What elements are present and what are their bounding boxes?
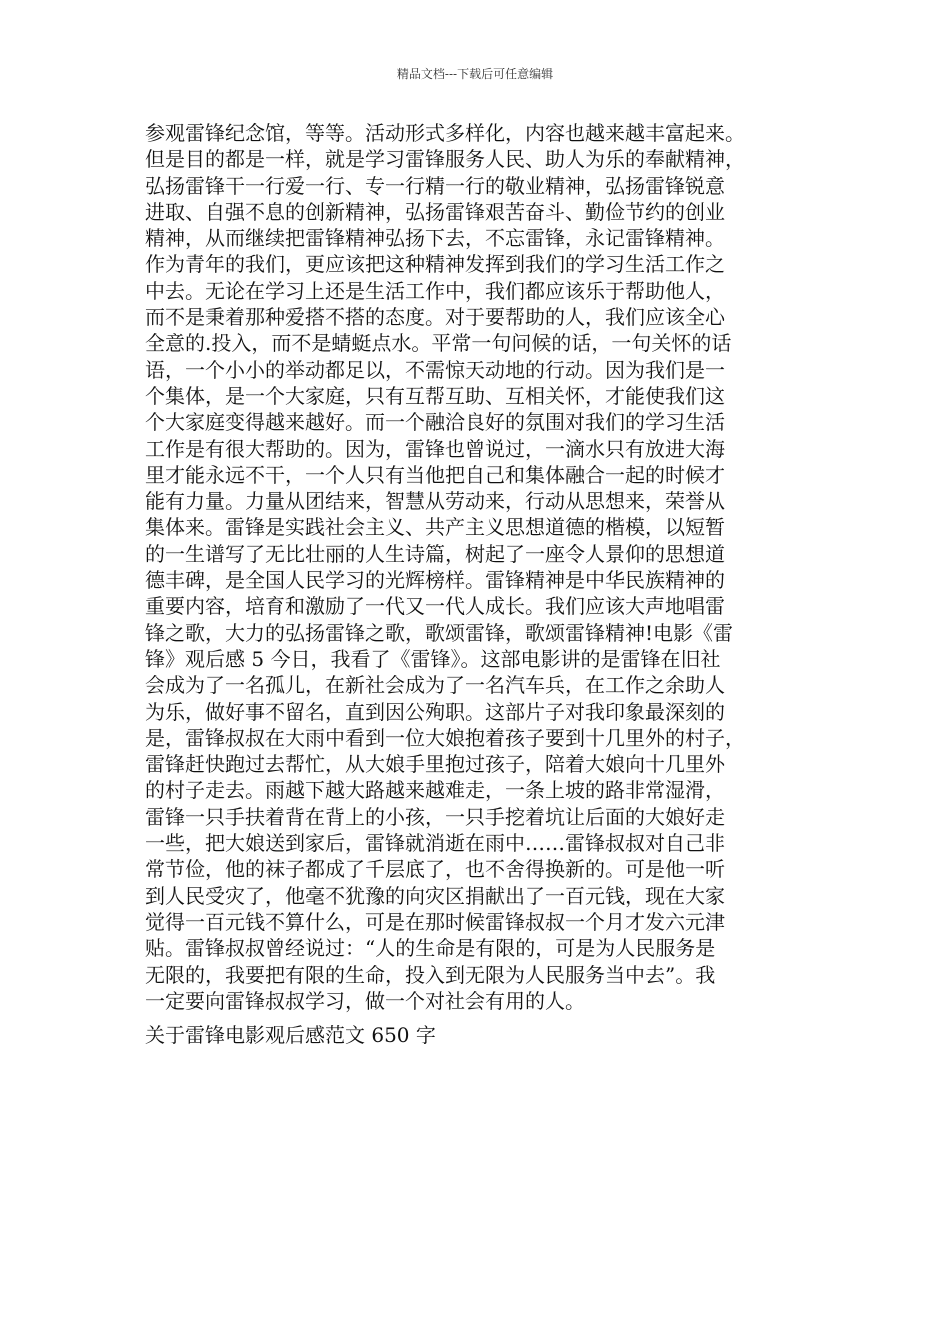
- article-line: 能有力量。力量从团结来，智慧从劳动来，行动从思想来，荣誉从: [145, 489, 725, 514]
- article-line: 会成为了一名孤儿，在新社会成为了一名汽车兵，在工作之余助人: [145, 673, 725, 698]
- article-line: 锋》观后感 5 今日，我看了《雷锋》。这部电影讲的是雷锋在旧社: [145, 646, 721, 671]
- article-line: 里才能永远不干，一个人只有当他把自己和集体融合一起的时候才: [145, 462, 725, 487]
- article-line: 进取、自强不息的创新精神，弘扬雷锋艰苦奋斗、勤俭节约的创业: [145, 199, 725, 224]
- article-line: 作为青年的我们，更应该把这种精神发挥到我们的学习生活工作之: [145, 252, 725, 277]
- article-line: 中去。无论在学习上还是生活工作中，我们都应该乐于帮助他人，: [145, 278, 725, 303]
- article-line: 德丰碑，是全国人民学习的光辉榜样。雷锋精神是中华民族精神的: [145, 568, 725, 593]
- article-line: 贴。雷锋叔叔曾经说过：“人的生命是有限的，可是为人民服务是: [145, 936, 716, 961]
- article-line: 为乐，做好事不留名，直到因公殉职。这部片子对我印象最深刻的: [145, 699, 725, 724]
- article-line: 个大家庭变得越来越好。而一个融洽良好的氛围对我们的学习生活: [145, 410, 725, 435]
- article-line: 无限的，我要把有限的生命，投入到无限为人民服务当中去”。我: [145, 962, 716, 987]
- article-body: [145, 120, 825, 1014]
- article-line: 雷锋一只手扶着背在背上的小孩，一只手挖着坑让后面的大娘好走: [145, 804, 725, 829]
- article-line: 工作是有很大帮助的。因为，雷锋也曾说过，一滴水只有放进大海: [145, 436, 725, 461]
- article-line: 到人民受灾了，他毫不犹豫的向灾区捐献出了一百元钱，现在大家: [145, 883, 725, 908]
- article-line: 的村子走去。雨越下越大路越来越难走，一条上坡的路非常湿滑，: [145, 778, 725, 803]
- article-line: 参观雷锋纪念馆，等等。活动形式多样化，内容也越来越丰富起来。: [145, 121, 745, 145]
- article-line: 但是目的都是一样，就是学习雷锋服务人民、助人为乐的奉献精神，: [145, 147, 745, 172]
- article-line: 的一生谱写了无比壮丽的人生诗篇，树起了一座令人景仰的思想道: [145, 541, 725, 566]
- article-line: 一些，把大娘送到家后，雷锋就消逝在雨中……雷锋叔叔对自己非: [145, 831, 725, 856]
- article-line: 是，雷锋叔叔在大雨中看到一位大娘抱着孩子要到十几里外的村子，: [145, 725, 745, 750]
- article-line: 而不是秉着那种爱搭不搭的态度。对于要帮助的人，我们应该全心: [145, 305, 725, 330]
- article-line: 重要内容，培育和激励了一代又一代人成长。我们应该大声地唱雷: [145, 594, 725, 619]
- page-header: 精品文档---下载后可任意编辑: [396, 67, 554, 81]
- article-line: 集体来。雷锋是实践社会主义、共产主义思想道德的楷模，以短暂: [145, 515, 725, 540]
- article-line: 精神，从而继续把雷锋精神弘扬下去，不忘雷锋，永记雷锋精神。: [145, 226, 725, 251]
- article-line: 个集体，是一个大家庭，只有互帮互助、互相关怀，才能使我们这: [145, 383, 725, 408]
- article-line: 锋之歌，大力的弘扬雷锋之歌，歌颂雷锋，歌颂雷锋精神!电影《雷: [145, 620, 734, 645]
- article-line: 语，一个小小的举动都足以，不需惊天动地的行动。因为我们是一: [145, 357, 725, 382]
- article-line: 觉得一百元钱不算什么，可是在那时候雷锋叔叔一个月才发六元津: [145, 909, 725, 934]
- article-line: 弘扬雷锋干一行爱一行、专一行精一行的敬业精神，弘扬雷锋锐意: [145, 173, 725, 198]
- article-line: 常节俭，他的袜子都成了千层底了，也不舍得换新的。可是他一听: [145, 857, 725, 882]
- article-line: 一定要向雷锋叔叔学习，做一个对社会有用的人。: [145, 988, 585, 1013]
- section-title: 关于雷锋电影观后感范文 650 字: [145, 1023, 436, 1047]
- article-line: 全意的.投入，而不是蜻蜓点水。平常一句问候的话，一句关怀的话: [145, 331, 732, 356]
- article-line: 雷锋赶快跑过去帮忙，从大娘手里抱过孩子，陪着大娘向十几里外: [145, 752, 725, 777]
